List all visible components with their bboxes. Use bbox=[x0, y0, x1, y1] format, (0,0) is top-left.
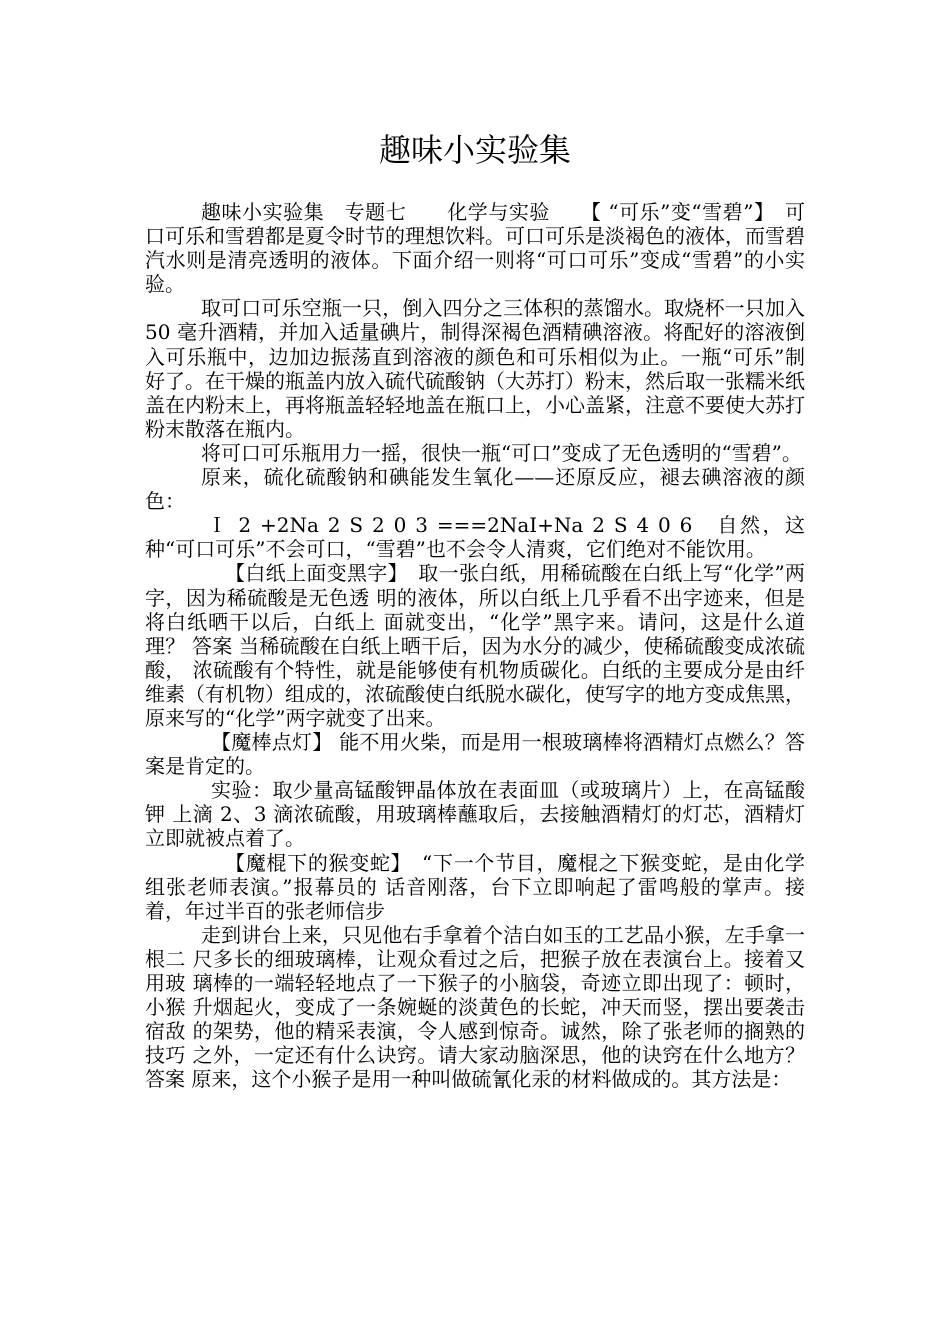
paragraph-intro: 趣味小实验集 专题七 化学与实验 【 “可乐”变“雪碧”】 可口可乐和雪碧都是夏令时节的理想饮料。可口可乐是淡褐色的液体，而雪碧汽水则是清亮透明的液体。下面介绍一则将“可口可乐”变成“雪碧”的小实验。 bbox=[145, 200, 805, 297]
paragraph-monkey-snake-performance: 走到讲台上来，只见他右手拿着个洁白如玉的工艺品小猴，左手拿一根二 尺多长的细玻璃棒，让观众看过之后，把猴子放在表演台上。接着又用玻 璃棒的一端轻轻地点了一下猴子的小脑袋，奇迹立即出现了：顿时，小猴 升烟起火，变成了一条婉蜒的淡黄色的长蛇，冲天而竖，摆出要袭击宿敌 的架势，他的精采表演，令人感到惊奇。诚然，除了张老师的搁熟的技巧 之外，一定还有什么诀窍。请大家动脑深思，他的诀窍在什么地方？ 答案 原来，这个小猴子是用一种叫做硫氰化汞的材料做成的。其方法是： bbox=[145, 922, 805, 1092]
paragraph-monkey-snake-intro: 【魔棍下的猴变蛇】 “下一个节目，魔棍之下猴变蛇，是由化学组张老师表演。”报幕员的 话音刚落，台下立即响起了雷鸣般的掌声。接着，年过半百的张老师信步 bbox=[145, 850, 805, 923]
paragraph-cola-procedure: 取可口可乐空瓶一只，倒入四分之三体积的蒸馏水。取烧杯一只加入 50 毫升酒精，并加入适量碘片，制得深褐色酒精碘溶液。将配好的溶液倒入可乐瓶中，边加边振荡直到溶液的颜色和可乐相似为止。一瓶“可乐”制好了。在干燥的瓶盖内放入硫代硫酸钠（大苏打）粉末，然后取一张糯米纸盖在内粉末上，再将瓶盖轻轻地盖在瓶口上，小心盖紧，注意不要使大苏打粉末散落在瓶内。 bbox=[145, 296, 805, 441]
paragraph-cola-explanation: 原来，硫化硫酸钠和碘能发生氧化——还原反应，褪去碘溶液的颜色： bbox=[145, 465, 805, 514]
paragraph-reaction-equation: Ｉ 2 +2Na 2 S 2 0 3 ===2NaI+Na 2 S 4 0 6 自然，这种“可口可乐”不会可口，“雪碧”也不会令人清爽，它们绝对不能饮用。 bbox=[145, 513, 805, 562]
document-title: 趣味小实验集 bbox=[378, 131, 571, 169]
paragraph-cola-result: 将可口可乐瓶用力一摇，很快一瓶“可口”变成了无色透明的“雪碧”。 bbox=[201, 440, 802, 465]
paragraph-magic-rod-experiment: 实验：取少量高锰酸钾晶体放在表面皿（或玻璃片）上，在高锰酸钾 上滴 2、3 滴浓硫酸，用玻璃棒蘸取后，去接触酒精灯的灯芯，酒精灯立即就被点着了。 bbox=[145, 778, 805, 851]
paragraph-magic-rod-intro: 【魔棒点灯】 能不用火柴，而是用一根玻璃棒将酒精灯点燃么？答案是肯定的。 bbox=[145, 730, 805, 779]
paragraph-black-letters: 【白纸上面变黑字】 取一张白纸，用稀硫酸在白纸上写“化学”两字，因为稀硫酸是无色透 明的液体，所以白纸上几乎看不出字迹来，但是将白纸晒干以后，白纸上 面就变出，“化学”黑字来。请问，这是什么道理？ 答案 当稀硫酸在白纸上晒干后，因为水分的减少，使稀硫酸变成浓硫酸， 浓硫酸有个特性，就是能够使有机物质碳化。白纸的主要成分是由纤维素（有机物）组成的，浓硫酸使白纸脱水碳化，使写字的地方变成焦黑，原来写的“化学”两字就变了出来。 bbox=[145, 561, 805, 730]
document-body bbox=[145, 200, 805, 1091]
